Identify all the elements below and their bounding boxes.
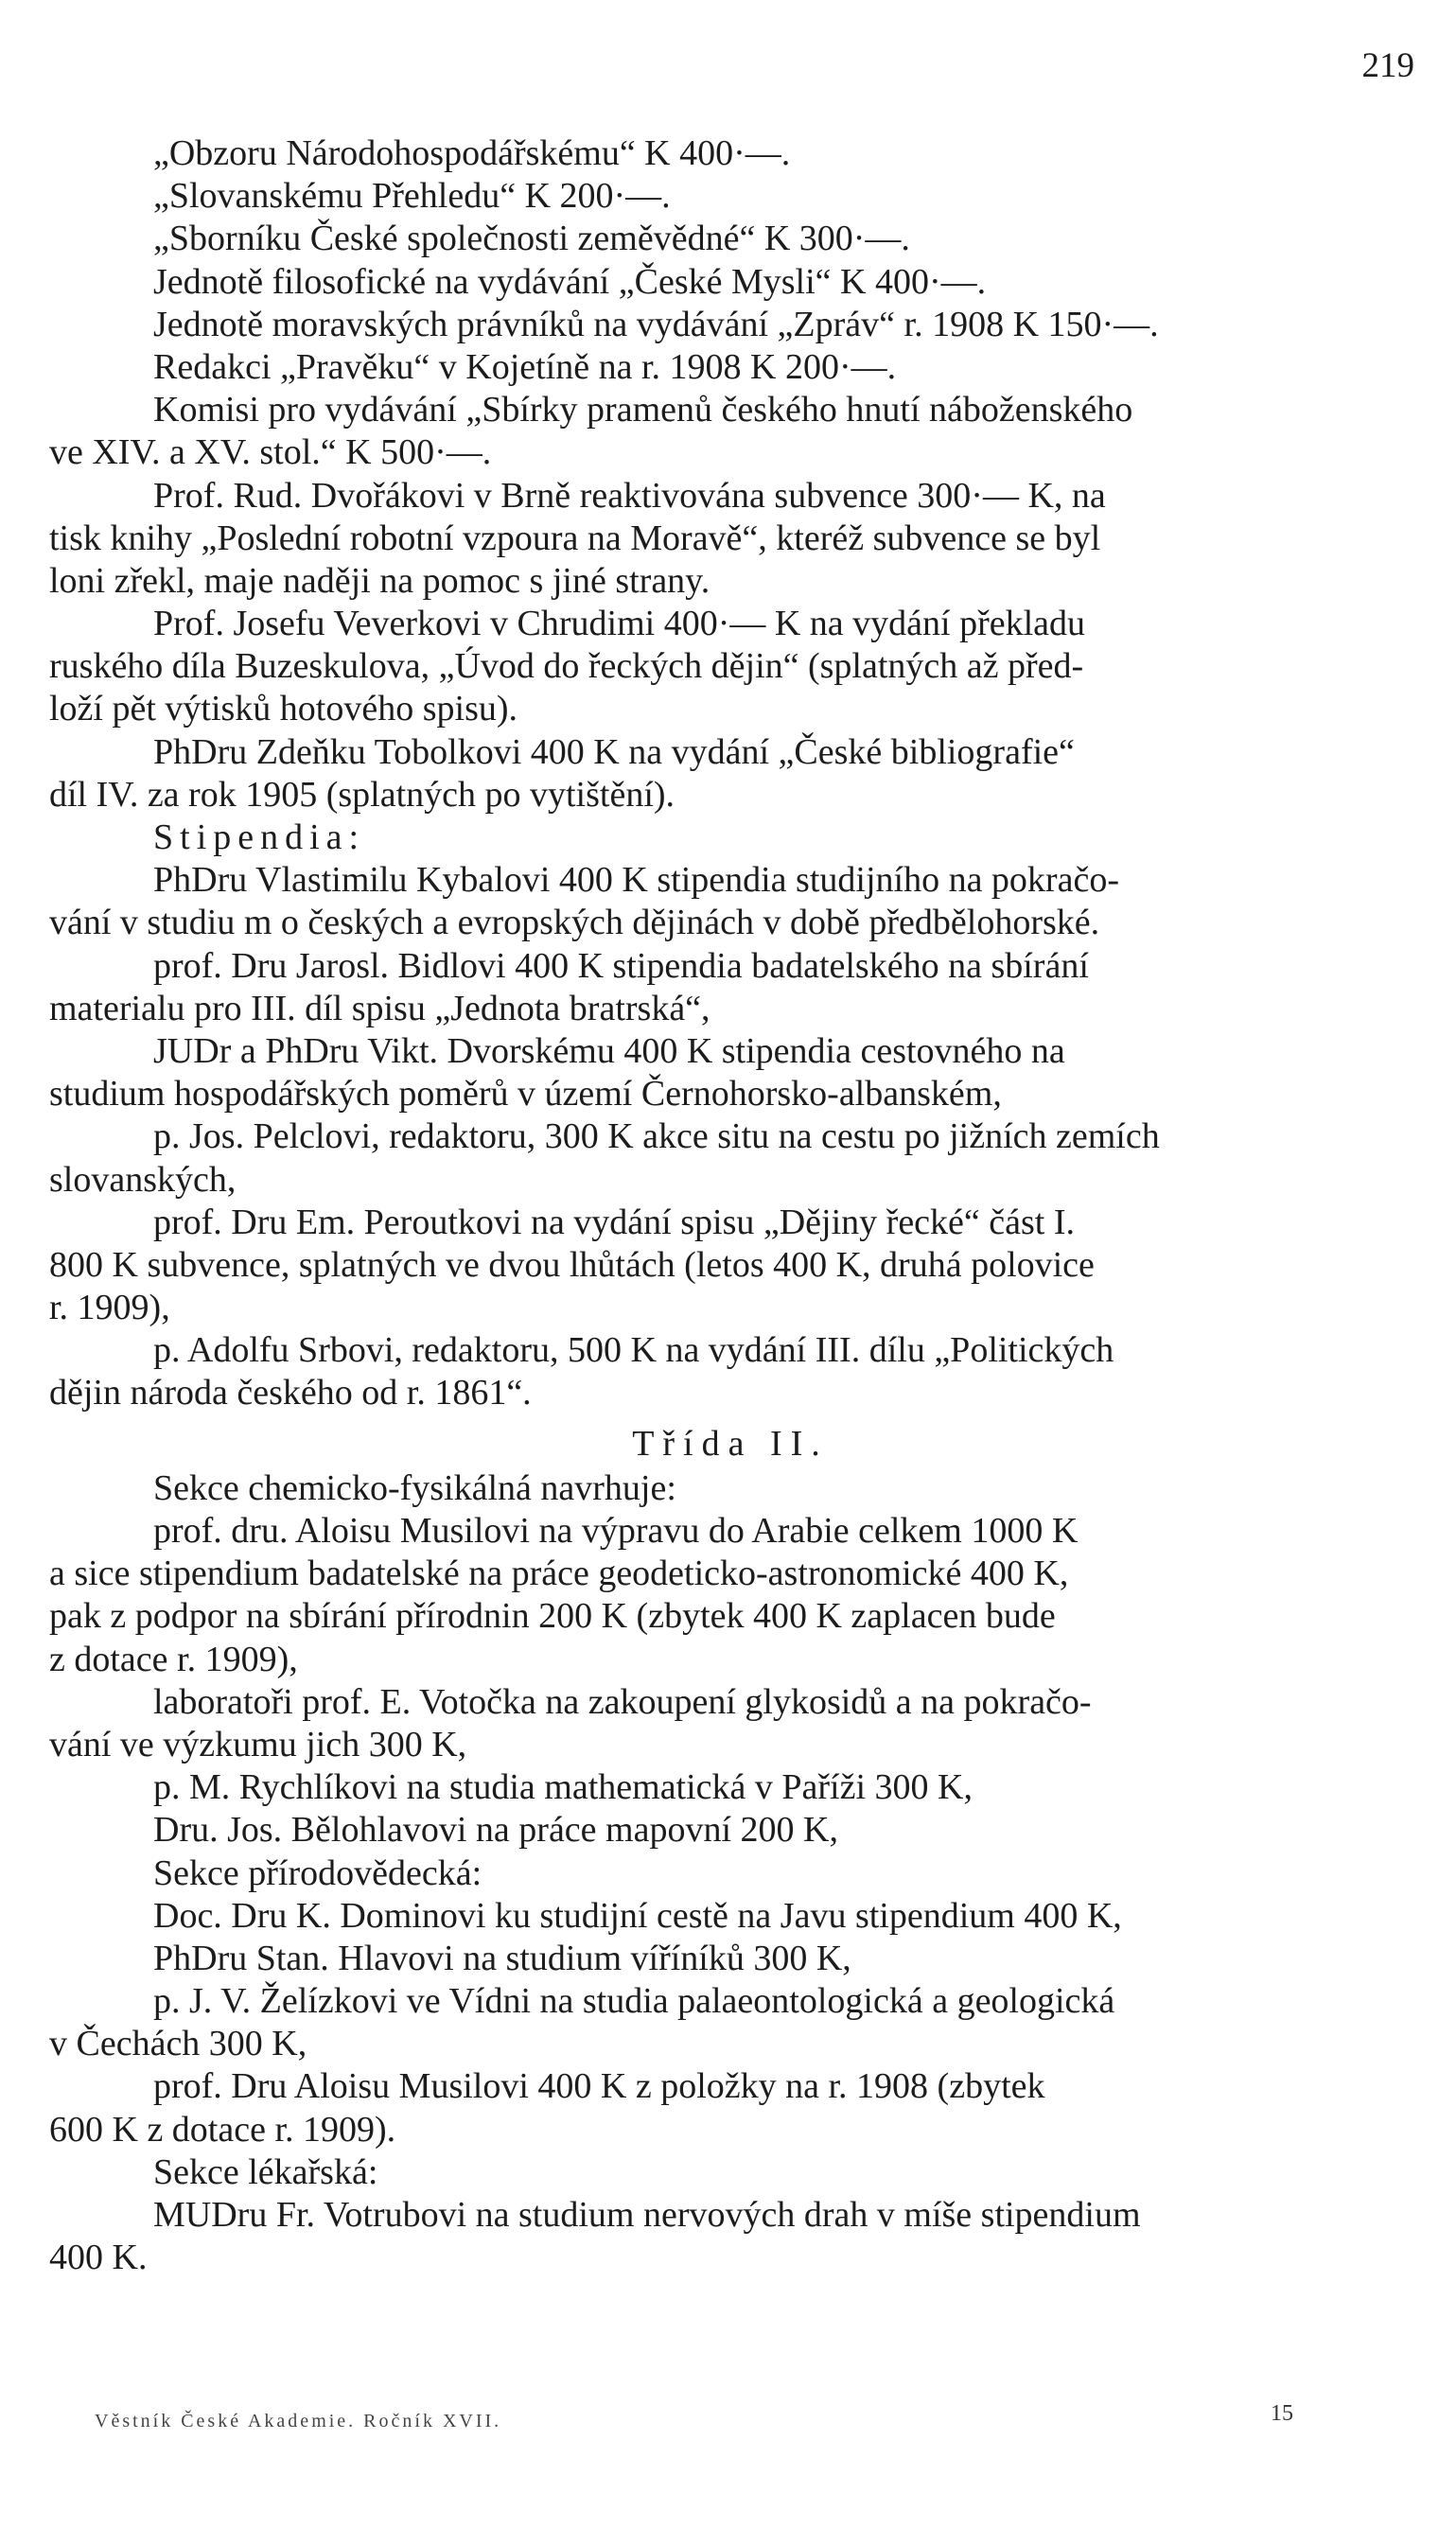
text-line: z dotace r. 1909), <box>49 1639 298 1679</box>
text-line: laboratoři prof. E. Votočka na zakoupení glykosidů a na pokračo- <box>153 1681 1092 1722</box>
text-line: Jednotě filosofické na vydávání „České Mysli“ K 400·—. <box>153 261 987 302</box>
text-line: loží pět výtisků hotového spisu). <box>49 689 518 729</box>
text-line: materialu pro III. díl spisu „Jednota bratrská“, <box>49 988 710 1028</box>
text-line: prof. Dru Em. Peroutkovi na vydání spisu „Dějiny řecké“ část I. <box>153 1202 1076 1242</box>
text-line: MUDru Fr. Votrubovi na studium nervových drah v míše stipendium <box>153 2195 1141 2235</box>
footer-journal: Věstník České Akademie. Ročník XVII. <box>95 2411 502 2431</box>
text-line: Stipendia: <box>153 817 366 857</box>
text-line: JUDr a PhDru Vikt. Dvorskému 400 K stipendia cestovného na <box>153 1030 1065 1071</box>
footer-signature: 15 <box>1271 2401 1293 2426</box>
text-line: Redakci „Pravěku“ v Kojetíně na r. 1908 K 200·—. <box>153 346 897 387</box>
text-line: ruského díla Buzeskulova, „Úvod do řeckých dějin“ (splatných až před- <box>49 646 1084 687</box>
text-line: Komisi pro vydávání „Sbírky pramenů českého hnutí náboženského <box>153 390 1133 430</box>
page-body <box>49 132 1412 2279</box>
text-line: prof. dru. Aloisu Musilovi na výpravu do Arabie celkem 1000 K <box>153 1511 1079 1551</box>
text-line: „Obzoru Národohospodářskému“ K 400·—. <box>153 133 791 173</box>
text-line: p. M. Rychlíkovi na studia mathematická v Paříži 300 K, <box>153 1767 973 1808</box>
text-line: a sice stipendium badatelské na práce geodeticko-astronomické 400 K, <box>49 1554 1069 1594</box>
text-line: díl IV. za rok 1905 (splatných po vytištění). <box>49 774 675 815</box>
text-line: Doc. Dru K. Dominovi ku studijní cestě na Javu stipendium 400 K, <box>153 1895 1122 1936</box>
section-title: Třída II. <box>632 1423 829 1464</box>
text-line: prof. Dru Aloisu Musilovi 400 K z položky na r. 1908 (zbytek <box>153 2066 1045 2107</box>
text-block-class-two <box>49 1467 1412 2280</box>
text-line: Jednotě moravských právníků na vydávání „Zpráv“ r. 1908 K 150·—. <box>153 304 1159 344</box>
text-line: Dru. Jos. Bělohlavovi na práce mapovní 200 K, <box>153 1810 838 1851</box>
text-block-class-one <box>49 132 1412 1415</box>
text-line: tisk knihy „Poslední robotní vzpoura na Moravě“, kteréž subvence se byl <box>49 518 1101 558</box>
text-line: prof. Dru Jarosl. Bidlovi 400 K stipendia badatelského na sbírání <box>153 945 1089 986</box>
text-line: p. Jos. Pelclovi, redaktoru, 300 K akce situ na cestu po jižních zemích <box>153 1116 1160 1157</box>
text-line: PhDru Vlastimilu Kybalovi 400 K stipendia studijního na pokračo- <box>153 860 1119 901</box>
text-line: v Čechách 300 K, <box>49 2024 307 2064</box>
text-line: ve XIV. a XV. stol.“ K 500·—. <box>49 432 492 473</box>
text-line: slovanských, <box>49 1159 237 1200</box>
text-line: dějin národa českého od r. 1861“. <box>49 1373 532 1413</box>
text-line: PhDru Stan. Hlavovi na studium víříníků 300 K, <box>153 1938 851 1978</box>
text-line: 400 K. <box>49 2238 148 2278</box>
text-line: studium hospodářských poměrů v území Černohorsko-albanském, <box>49 1074 1002 1115</box>
text-line: p. J. V. Želízkovi ve Vídni na studia palaeontologická a geologická <box>153 1981 1115 2022</box>
page-number: 219 <box>1361 46 1414 85</box>
text-line: r. 1909), <box>49 1288 170 1328</box>
text-line: vání ve výzkumu jich 300 K, <box>49 1724 467 1764</box>
text-line: „Slovanskému Přehledu“ K 200·—. <box>153 176 671 217</box>
text-line: 800 K subvence, splatných ve dvou lhůtách (letos 400 K, druhá polovice <box>49 1244 1095 1285</box>
text-line: p. Adolfu Srbovi, redaktoru, 500 K na vydání III. dílu „Politických <box>153 1330 1114 1371</box>
text-line: Sekce chemicko-fysikálná navrhuje: <box>153 1467 676 1508</box>
text-line: Prof. Rud. Dvořákovi v Brně reaktivována subvence 300·— K, na <box>153 475 1106 516</box>
text-line: 600 K z dotace r. 1909). <box>49 2109 396 2150</box>
text-line: pak z podpor na sbírání přírodnin 200 K (zbytek 400 K zaplacen bude <box>49 1596 1056 1637</box>
text-line: „Sborníku České společnosti zeměvědné“ K 300·—. <box>153 219 910 259</box>
text-line: Sekce přírodovědecká: <box>153 1852 482 1893</box>
text-line: vání v studiu m o českých a evropských dějinách v době předbělohorské. <box>49 903 1100 943</box>
text-line: Sekce lékařská: <box>153 2151 378 2192</box>
text-line: PhDru Zdeňku Tobolkovi 400 K na vydání „České bibliografie“ <box>153 731 1075 772</box>
text-line: loni zřekl, maje naději na pomoc s jiné strany. <box>49 560 710 601</box>
text-line: Prof. Josefu Veverkovi v Chrudimi 400·— K na vydání překladu <box>153 604 1086 644</box>
